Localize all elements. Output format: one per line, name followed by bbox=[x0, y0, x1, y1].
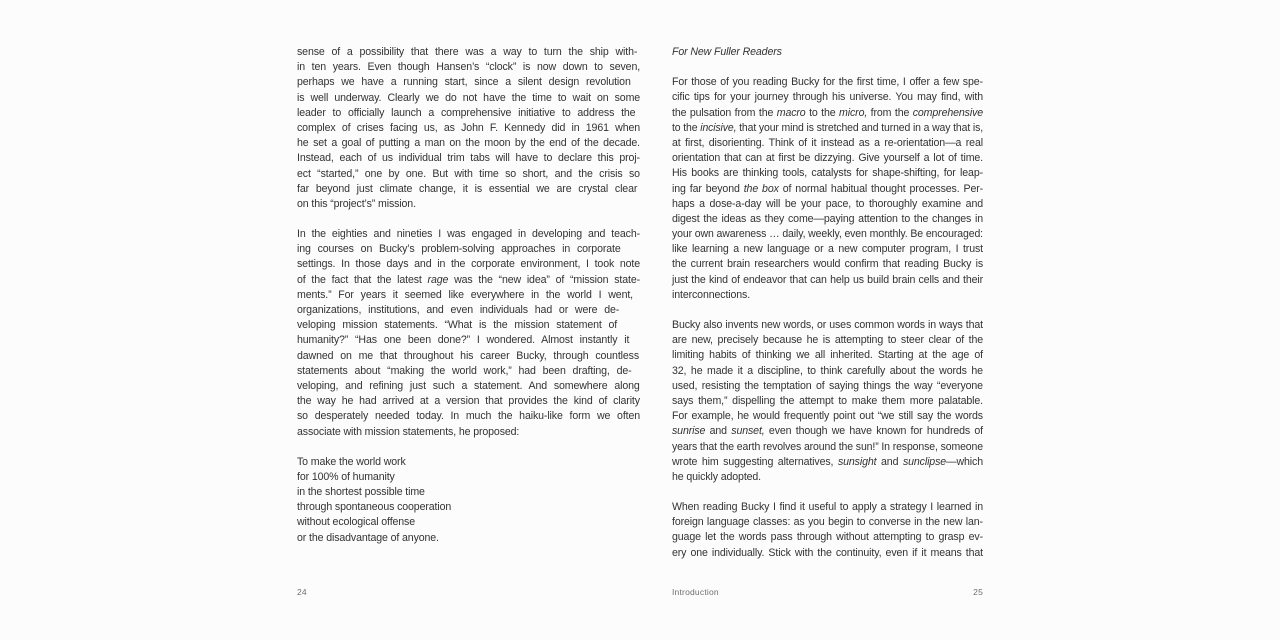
text-line: he quickly adopted. bbox=[672, 470, 762, 483]
text-line: For those of you reading Bucky for the first time, I offer a few spe- bbox=[672, 76, 983, 89]
text-line: in ten years. Even though Hansen’s “clock” is now down to seven, bbox=[297, 61, 641, 74]
page-number-right: 25 bbox=[973, 587, 983, 597]
text-line: orientation that can at first be dizzying. Give yourself a lot of time. bbox=[672, 152, 983, 165]
paragraph bbox=[672, 318, 983, 485]
footer-section-title: Introduction bbox=[672, 587, 719, 597]
paragraph bbox=[672, 500, 983, 561]
text-line: humanity?” “Has one been done?” I wondered. Almost instantly it bbox=[297, 334, 630, 347]
text-line: Instead, each of us individual trim tabs will have to declare this proj- bbox=[297, 152, 640, 165]
text-line: statements about “making the world work,” had been drafting, de- bbox=[297, 364, 632, 377]
text-line: For example, he would frequently point out “we still say the words bbox=[672, 410, 983, 423]
text-line: through spontaneous cooperation bbox=[297, 501, 452, 514]
text-line: far beyond just climate change, it is essential we are crystal clear bbox=[297, 182, 638, 195]
text-line: the pulsation from the macro to the micro, from the comprehensive bbox=[672, 106, 984, 119]
section-heading bbox=[672, 45, 983, 60]
text-line: in the shortest possible time bbox=[297, 486, 425, 499]
page-number-left: 24 bbox=[297, 587, 307, 597]
text-line: ect “started,” one by one. But with time so short, and the crisis so bbox=[297, 167, 640, 180]
text-line: Bucky also invents new words, or uses common words in ways that bbox=[672, 319, 983, 331]
text-line: the current brain researchers would confirm that reading Bucky is bbox=[672, 258, 984, 271]
text-line: settings. In those days and in the corporate environment, I took note bbox=[297, 258, 641, 271]
text-line: foreign language classes: as you begin to converse in the new lan- bbox=[672, 516, 983, 529]
text-line: without ecological offense bbox=[297, 516, 416, 529]
text-line: interconnections. bbox=[672, 288, 751, 301]
poem-block bbox=[297, 455, 640, 546]
text-line: like learning a new language or a new computer program, I trust bbox=[672, 243, 983, 256]
paragraph bbox=[672, 75, 983, 303]
text-line: In the eighties and nineties I was engaged in developing and teach- bbox=[297, 228, 640, 241]
text-line: of the fact that the latest rage was the “new idea” of “mission state- bbox=[297, 273, 641, 286]
text-line: ing far beyond the box of normal habitual thought processes. Per- bbox=[672, 182, 984, 195]
text-line: says them,” dispelling the attempt to make them more palatable. bbox=[672, 394, 983, 407]
text-line: ing courses on Bucky’s problem-solving approaches in corporate bbox=[297, 243, 621, 256]
text-line: perhaps we have a running start, since a silent design revolution bbox=[297, 76, 631, 89]
text-line: To make the world work bbox=[297, 455, 406, 468]
text-line: sense of a possibility that there was a way to turn the ship with- bbox=[297, 46, 638, 58]
text-line: on this “project’s” mission. bbox=[297, 197, 416, 210]
text-line: just the kind of endeavor that can help us build brain cells and their bbox=[672, 273, 984, 286]
text-line: is well underway. Clearly we do not have the time to wait on some bbox=[297, 91, 641, 104]
text-line: ments.” For years it seemed like everywhere in the world I went, bbox=[297, 288, 634, 301]
right-page-footer bbox=[672, 587, 983, 597]
text-line: For New Fuller Readers bbox=[672, 46, 782, 58]
text-line: 32, he made it a discipline, to think carefully about the words he bbox=[672, 364, 983, 377]
text-line: to the incisive, that your mind is stretched and turned in a way that is, bbox=[672, 121, 983, 134]
text-line: used, resisting the temptation of saying things the way “everyone bbox=[672, 379, 983, 392]
text-line: haps a dose-a-day will be your pace, to thoroughly examine and bbox=[672, 197, 983, 210]
text-line: so desperately needed today. In much the haiku-like form we often bbox=[297, 410, 641, 423]
text-line: your own awareness … daily, weekly, even monthly. Be encouraged: bbox=[672, 228, 983, 241]
text-line: complex of crises facing us, as John F. Kennedy did in 1961 when bbox=[297, 121, 641, 134]
text-line: wrote him suggesting alternatives, sunsight and sunclipse—which bbox=[672, 455, 983, 468]
text-line: years that the earth revolves around the sun!” In response, someone bbox=[672, 440, 983, 453]
text-line: dawned on me that throughout his career Bucky, through countless bbox=[297, 349, 640, 362]
text-line: digest the ideas as they come—paying attention to the changes in bbox=[672, 212, 984, 225]
text-line: veloping mission statements. “What is the mission statement of bbox=[297, 319, 618, 332]
text-line: he set a goal of putting a man on the moon by the end of the decade. bbox=[297, 137, 640, 150]
text-line: limiting habits of thinking we all inherited. Starting at the age of bbox=[672, 349, 983, 362]
paragraph bbox=[297, 227, 640, 440]
text-line: sunrise and sunset, even though we have known for hundreds of bbox=[672, 425, 983, 438]
text-line: guage let the words pass through without attempting to grasp ev- bbox=[672, 531, 983, 544]
text-line: associate with mission statements, he proposed: bbox=[297, 425, 520, 438]
text-line: ery one individually. Stick with the continuity, even if it means that bbox=[672, 546, 984, 559]
text-line: or the disadvantage of anyone. bbox=[297, 531, 439, 544]
paragraph bbox=[297, 45, 640, 212]
text-line: for 100% of humanity bbox=[297, 470, 395, 483]
text-line: veloping, and refining just such a statement. And somewhere along bbox=[297, 379, 640, 392]
right-page-text bbox=[672, 45, 983, 561]
text-line: When reading Bucky I find it useful to apply a strategy I learned in bbox=[672, 501, 983, 514]
text-line: leader to officially launch a comprehensive initiative to address the bbox=[297, 106, 636, 119]
text-line: the way he had arrived at a version that provides the kind of clarity bbox=[297, 395, 640, 408]
text-line: cific tips for your journey through his universe. You may find, with bbox=[672, 91, 983, 104]
text-line: organizations, institutions, and even individuals had or were de- bbox=[297, 304, 620, 316]
text-line: at first, disorienting. Think of it instead as a re-orientation—a real bbox=[672, 136, 983, 149]
left-page-text bbox=[297, 45, 640, 546]
text-line: His books are thinking tools, catalysts for shape-shifting, for leap- bbox=[672, 167, 983, 180]
text-line: are new, precisely because he is attempting to steer clear of the bbox=[672, 334, 984, 347]
